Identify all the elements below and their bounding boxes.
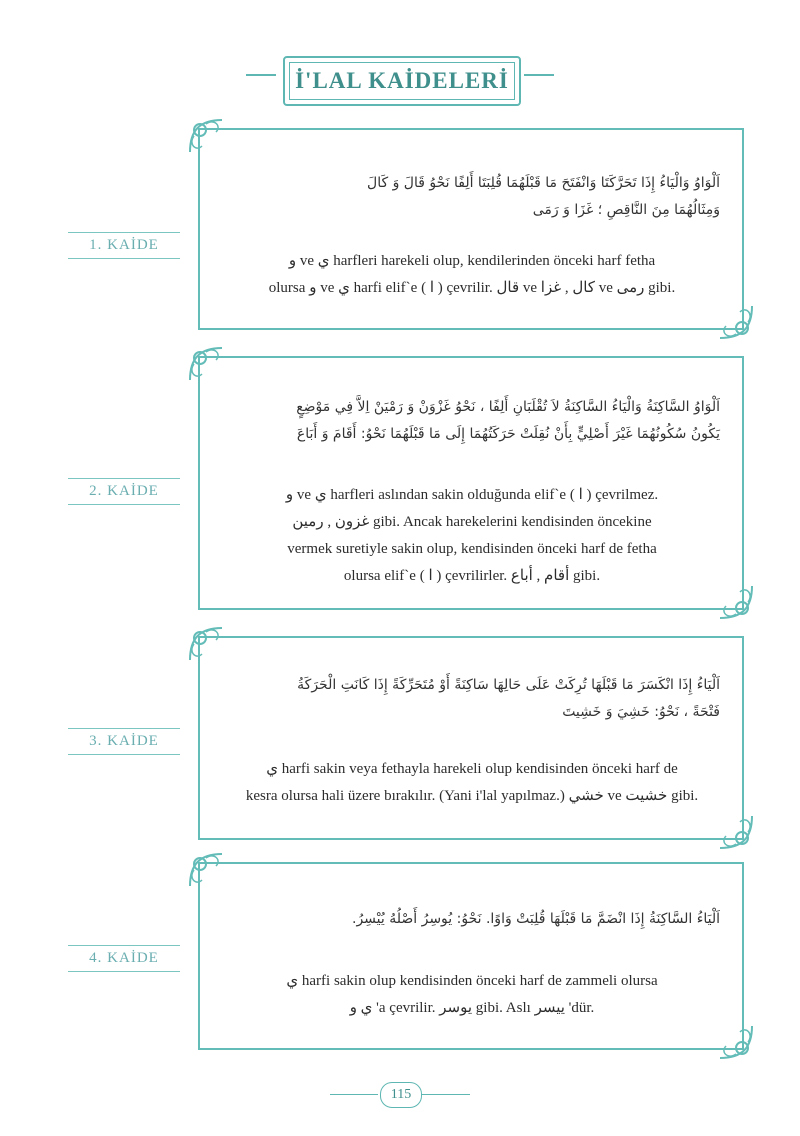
- arabic-text: [222, 394, 720, 448]
- rule-label-text: 2. KAİDE: [62, 479, 186, 504]
- turkish-text: [224, 248, 720, 302]
- turkish-text: [224, 968, 720, 1022]
- arabic-line: اَلْوَاوُ وَالْيَاءُ إِذَا تَحَرَّكَتَا وَانْفَتَحَ مَا قَبْلَهُمَا قُلِبَتَا أَلِفًا نَحْوُ قَالَ وَ كَالَ: [367, 175, 720, 191]
- arabic-text: [222, 672, 720, 726]
- page-number-line-right: [422, 1094, 470, 1095]
- label-line: [68, 971, 180, 972]
- turkish-line: ي و 'a çevrilir. يوسر gibi. Aslı ييسر 'dür.: [349, 1000, 595, 1016]
- arabic-text: [222, 170, 720, 224]
- rule-label-text: 4. KAİDE: [62, 946, 186, 971]
- turkish-text: [224, 756, 720, 810]
- label-line: [68, 258, 180, 259]
- turkish-line: olursa و ve ي harfi elif`e ( ا ) çevrilir. قال ve كال , غزا ve رمى gibi.: [268, 280, 676, 296]
- rule-label-4: [62, 945, 186, 972]
- page-number-ornament: [330, 1080, 470, 1110]
- page-number: 115: [380, 1082, 422, 1108]
- rule-box-3: [198, 636, 744, 840]
- turkish-line: olursa elif`e ( ا ) çevrilirler. أقام , أباع gibi.: [343, 568, 601, 584]
- corner-ornament-icon: [186, 624, 232, 664]
- corner-ornament-icon: [710, 302, 756, 342]
- arabic-text: [222, 906, 720, 933]
- rule-label-text: 1. KAİDE: [62, 233, 186, 258]
- page-title: İ'LAL KAİDELERİ: [295, 68, 509, 93]
- title-flourish-left: [246, 74, 276, 76]
- corner-ornament-icon: [710, 1022, 756, 1062]
- rule-label-1: [62, 232, 186, 259]
- arabic-line: وَمِثَالُهُمَا مِنَ النَّاقِصِ ؛ غَزَا وَ رَمَى: [532, 202, 720, 218]
- turkish-line: و ve ي harfleri aslından sakin olduğunda elif`e ( ا ) çevrilmez.: [285, 487, 659, 503]
- corner-ornament-icon: [186, 344, 232, 384]
- arabic-line: فَتْحَةً ، نَحْوُ: خَشِيَ وَ خَشِيتَ: [562, 704, 720, 720]
- label-line: [68, 504, 180, 505]
- rule-label-3: [62, 728, 186, 755]
- turkish-line: vermek suretiyle sakin olup, kendisinden önceki harf de fetha: [287, 541, 657, 557]
- arabic-line: اَلْيَاءُ إِذَا انْكَسَرَ مَا قَبْلَهَا تُرِكَتْ عَلَى حَالِهَا سَاكِنَةً أَوْ مُتَحَرِّكَةً إِذَا كَانَتِ الْحَرَكَةُ: [297, 677, 720, 693]
- turkish-text: [224, 482, 720, 590]
- rule-label-text: 3. KAİDE: [62, 729, 186, 754]
- rule-label-2: [62, 478, 186, 505]
- turkish-line: kesra olursa hali üzere bırakılır. (Yani i'lal yapılmaz.) خشي ve خشيت gibi.: [245, 788, 699, 804]
- rule-box-2: [198, 356, 744, 610]
- arabic-line: يَكُونُ سُكُونُهُمَا غَيْرَ أَصْلِيٍّ بِأَنْ نُقِلَتْ حَرَكَتُهُمَا إِلَى مَا قَبْلَهُمَا نَحْوُ: أَقَامَ وَ أَبَاعَ: [296, 426, 720, 442]
- turkish-line: ي harfi sakin veya fethayla harekeli olup kendisinden önceki harf de: [266, 761, 678, 777]
- label-line: [68, 754, 180, 755]
- rule-box-1: [198, 128, 744, 330]
- turkish-line: و ve ي harfleri harekeli olup, kendilerinden önceki harf fetha: [288, 253, 656, 269]
- corner-ornament-icon: [186, 116, 232, 156]
- arabic-line: اَلْيَاءُ السَّاكِنَةُ إِذَا انْضَمَّ مَا قَبْلَهَا قُلِبَتْ وَاوًا. نَحْوُ: يُوسِرُ أَصْلُهُ يُيْسِرُ.: [352, 911, 720, 927]
- title-flourish-right: [524, 74, 554, 76]
- title-frame: [283, 56, 521, 106]
- corner-ornament-icon: [186, 850, 232, 890]
- rule-box-4: [198, 862, 744, 1050]
- turkish-line: ي harfi sakin olup kendisinden önceki harf de zammeli olursa: [286, 973, 658, 989]
- corner-ornament-icon: [710, 812, 756, 852]
- turkish-line: غزون , رمين gibi. Ancak harekelerini kendisinden öncekine: [292, 514, 652, 530]
- page-number-line-left: [330, 1094, 378, 1095]
- arabic-line: اَلْوَاوُ السَّاكِنَةُ وَالْيَاءُ السَّاكِنَةُ لاَ تُقْلَبَانِ أَلِفًا ، نَحْوُ غَزْوَنْ وَ رَمْيَنْ اِلاَّ فِي مَوْضِعٍ: [296, 399, 720, 415]
